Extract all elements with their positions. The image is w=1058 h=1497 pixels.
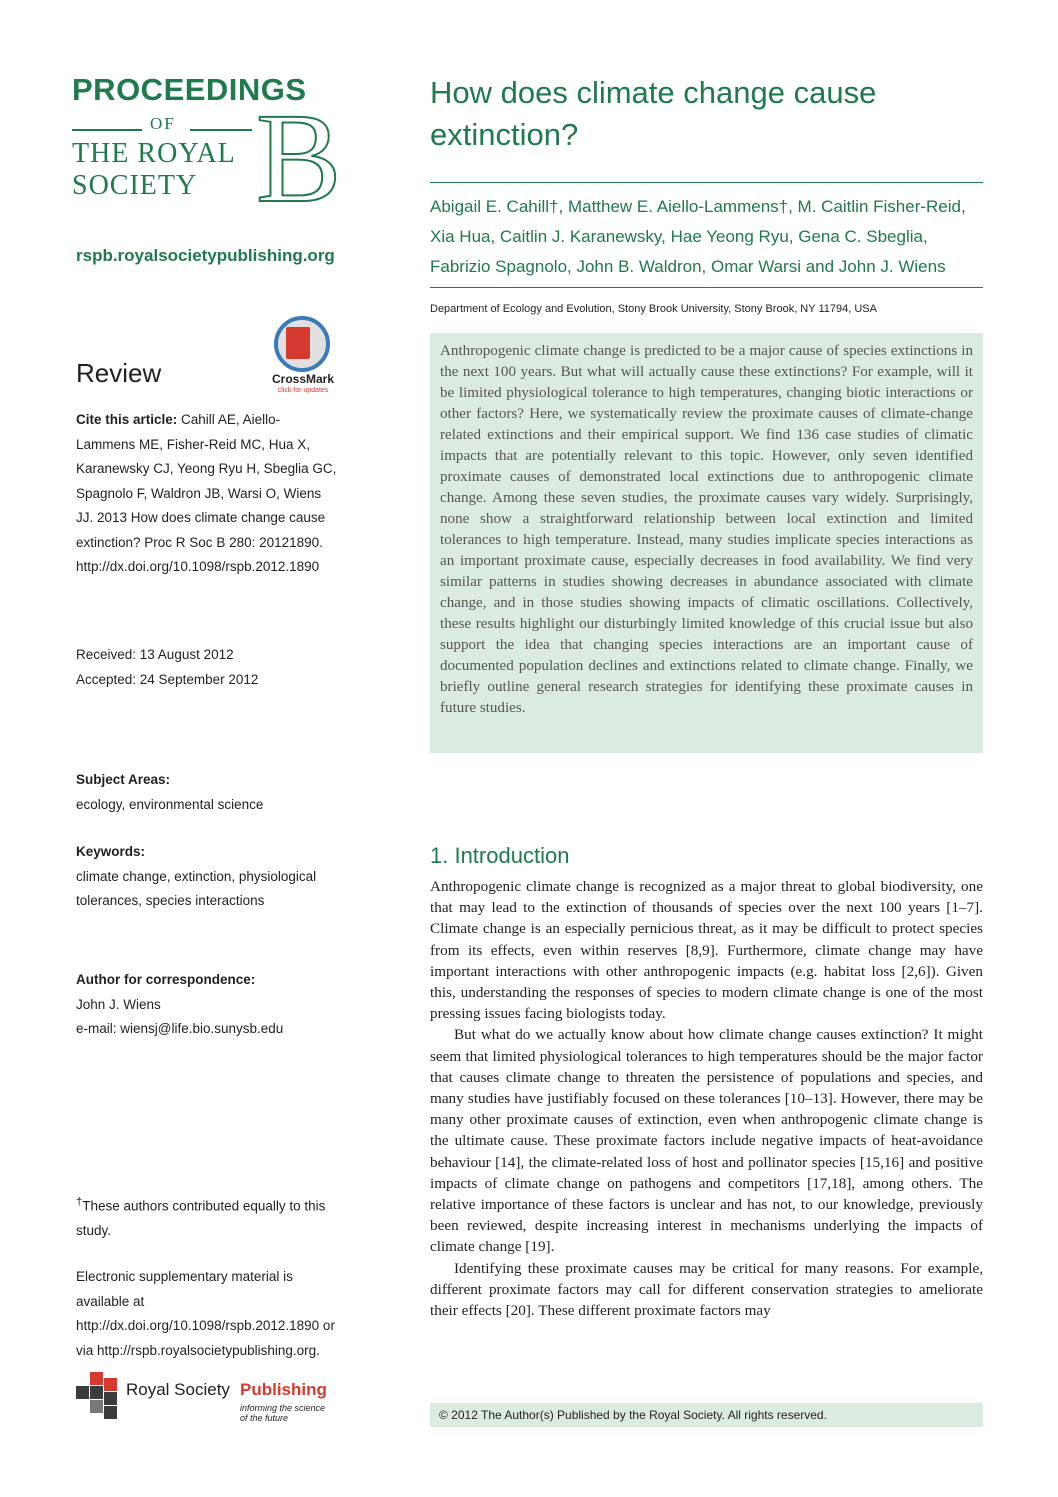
logo-divider	[190, 129, 252, 131]
subject-value: ecology, environmental science	[76, 796, 264, 812]
publisher-name: Royal Society	[126, 1380, 230, 1399]
crossmark-badge[interactable]	[266, 316, 340, 398]
logo-letter-b: B	[256, 87, 342, 229]
correspondence-email-link[interactable]: e-mail: wiensj@life.bio.sunysb.edu	[76, 1021, 284, 1036]
keywords-label: Keywords:	[76, 844, 146, 859]
received-date: Received: 13 August 2012	[76, 647, 234, 662]
authors-rule	[430, 287, 983, 288]
dates-block	[76, 643, 338, 692]
publisher-tagline: informing the science of the future	[240, 1403, 326, 1423]
crossmark-sub: click for updates	[277, 387, 329, 394]
logo-square-icon	[104, 1392, 117, 1405]
cite-doi-link[interactable]: http://dx.doi.org/10.1098/rspb.2012.1890	[76, 559, 320, 574]
keywords-line: climate change, extinction, physiological	[76, 868, 317, 884]
journal-logo	[72, 72, 344, 229]
publisher-name-bold: Publishing	[240, 1380, 327, 1399]
intro-paragraph: Identifying these proximate causes may be critical for many reasons. For example, different proximate factors may call for different conservation strategies to ameliorate their effects [20]. These different proximate factors may	[430, 1259, 983, 1320]
article-type: Review	[76, 358, 162, 388]
cite-block	[76, 408, 338, 580]
title-rule	[430, 182, 983, 183]
article-title: How does climate change cause extinction?	[430, 75, 877, 152]
logo-proceedings: PROCEEDINGS	[72, 72, 307, 107]
logo-divider	[72, 129, 142, 131]
section-heading: 1. Introduction	[430, 843, 570, 868]
logo-square-icon	[104, 1378, 117, 1391]
footnote-mark: †	[76, 1196, 83, 1208]
author-line: Fabrizio Spagnolo, John B. Waldron, Omar Warsi and John J. Wiens	[430, 257, 946, 276]
correspondence-name: John J. Wiens	[76, 996, 161, 1012]
keywords-block	[76, 840, 338, 914]
supplementary-note: Electronic supplementary material is available at http://dx.doi.org/10.1098/rspb.2012.1890 or via http://rspb.royalsocietypublishing.org.	[76, 1269, 335, 1358]
footnote-block	[76, 1190, 326, 1244]
intro-body	[430, 876, 983, 1321]
logo-square-icon	[104, 1406, 117, 1419]
journal-url-link[interactable]: rspb.royalsocietypublishing.org	[76, 246, 335, 265]
logo-square-icon	[90, 1386, 103, 1399]
logo-square-icon	[90, 1372, 103, 1385]
abstract-text: Anthropogenic climate change is predicted to be a major cause of species extinctions in the next 100 years. But what will actually cause these extinctions? For example, will it be limited physiological tolerance to high temperatures, changing biotic interactions or other factors? Here, we systematically review the proximate causes of climate-change related extinctions and their empirical support. We find 136 case studies of climatic impacts that are potentially relevant to this topic. However, only seven identified proximate causes of demonstrated local extinctions due to anthropogenic climate change. Among these seven studies, the proximate causes vary widely. Surprisingly, none show a straightforward relationship between local extinction and limited tolerances to high temperature. Instead, many studies implicate species interactions as an important proximate cause, especially decreases in food availability. We find very similar patterns in studies showing decreases in abundance associated with climate change, and in those studies showing impacts of climatic oscillations. Collectively, these results highlight our disturbingly limited knowledge of this crucial issue but also support the idea that changing species interactions are an important cause of documented population declines and extinctions related to climate change. Finally, we briefly outline general research strategies for identifying these proximate causes in future studies.	[440, 343, 973, 716]
author-line: Xia Hua, Caitlin J. Karanewsky, Hae Yeong Ryu, Gena C. Sbeglia,	[430, 227, 928, 246]
logo-square-icon	[76, 1386, 89, 1399]
footnote-text: These authors contributed equally to this study.	[76, 1198, 326, 1238]
subject-label: Subject Areas:	[76, 772, 171, 787]
author-list	[430, 192, 990, 282]
correspondence-block	[76, 968, 338, 1042]
intro-paragraph: Anthropogenic climate change is recognized as a major threat to global biodiversity, one that may lead to the extinction of thousands of species over the next 100 years [1–7]. Climate change is an especially pernicious threat, as it may be difficult to protect species from its effects, even within reserves [8,9]. Furthermore, climate change may have important interactions with other anthropogenic impacts (e.g. habitat loss [2,6]). Given this, understanding the responses of species to modern climate change is one of the most pressing issues facing biologists today.	[430, 878, 983, 1023]
cite-text: Cahill AE, Aiello-Lammens ME, Fisher-Reid MC, Hua X, Karanewsky CJ, Yeong Ryu H, Sbeglia GC, Spagnolo F, Waldron JB, Warsi O, Wiens JJ. 2013 How does climate change cause extinction? Proc R Soc B 280: 20121890.	[76, 412, 337, 550]
correspondence-label: Author for correspondence:	[76, 972, 256, 987]
affiliation: Department of Ecology and Evolution, Stony Brook University, Stony Brook, NY 11794, USA	[430, 303, 877, 315]
logo-square-icon	[90, 1400, 103, 1413]
keywords-line: tolerances, species interactions	[76, 893, 265, 908]
subject-block	[76, 768, 338, 817]
abstract-box	[430, 333, 983, 753]
logo-royal-society: THE ROYAL SOCIETY	[72, 138, 236, 201]
intro-paragraph: But what do we actually know about how climate change causes extinction? It might seem that limited physiological tolerances to high temperatures should be the major factor that causes climate change to threaten the persistence of populations and species, and many studies have justifiably focused on these tolerances [10–13]. However, there may be many other proximate causes of extinction, even when anthropogenic climate change is the ultimate cause. These proximate factors include negative impacts of heat-avoidance behaviour [14], the climate-related loss of host and pollinator species [15,16] and positive impacts of climate change on pathogens and competitors [17,18], among others. The relative importance of these factors is unclear and has not, to our knowledge, previously been reviewed, despite increasing interest in mechanisms underlying the impacts of climate change [19].	[430, 1026, 983, 1256]
crossmark-label: CrossMark	[271, 372, 335, 386]
cite-label: Cite this article:	[76, 412, 178, 427]
author-line: Abigail E. Cahill†, Matthew E. Aiello-Lammens†, M. Caitlin Fisher-Reid,	[430, 197, 966, 216]
copyright-bar: © 2012 The Author(s) Published by the Royal Society. All rights reserved.	[430, 1403, 983, 1427]
publisher-logo	[76, 1370, 346, 1430]
crossmark-bookmark-icon	[286, 327, 310, 359]
logo-of: OF	[150, 114, 176, 133]
accepted-date: Accepted: 24 September 2012	[76, 671, 259, 687]
